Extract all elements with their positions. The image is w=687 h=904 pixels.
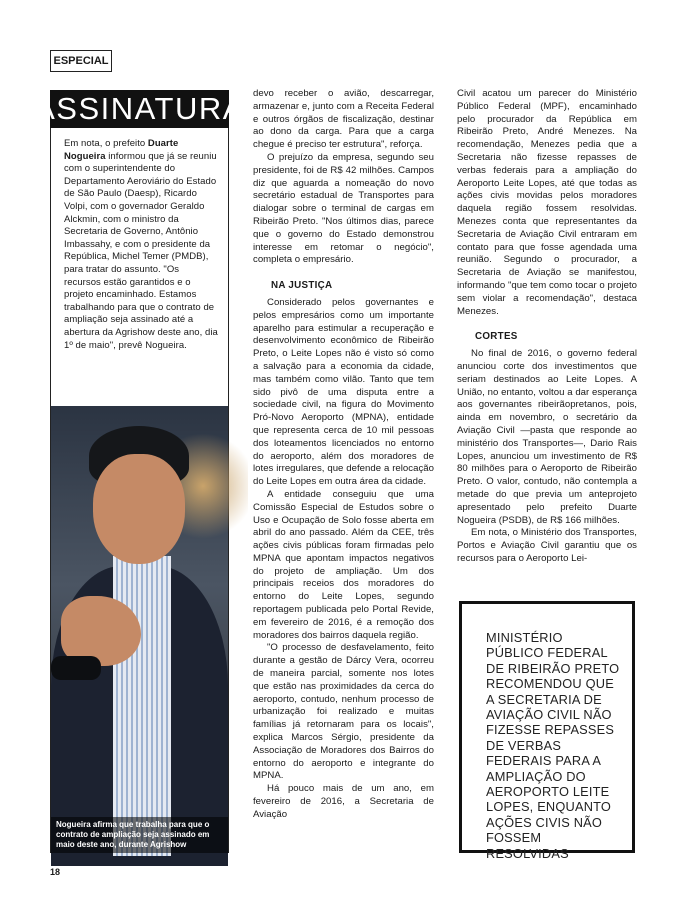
paragraph: Há pouco mais de um ano, em fevereiro de 2016, a Secretaria de Aviação: [253, 783, 434, 820]
subheading-cortes: CORTES: [475, 331, 518, 343]
photo-caption: Nogueira afirma que trabalha para que o contrato de ampliação seja assinado em maio deste ano, durante Agrishow: [51, 817, 228, 853]
pull-quote: MINISTÉRIO PÚBLICO FEDERAL DE RIBEIRÃO PRETO RECOMENDOU QUE A SECRETARIA DE AVIAÇÃO CIVIL NÃO FIZESSE REPASSES DE VERBAS FEDERAIS PARA A AMPLIAÇÃO DO AEROPORTO LEITE LOPES, ENQUANTO AÇÕES CIVIS NÃO FOSSEM RESOLVIDAS: [459, 601, 635, 853]
page-number: 18: [50, 867, 61, 877]
sidebar-box: [34, 90, 245, 853]
sidebar-text-intro: Em nota, o prefeito: [64, 138, 148, 149]
paragraph: No final de 2016, o governo federal anunciou corte dos investimentos que seriam destinados ao Leite Lopes. A União, no entanto, voltou a dar esperança aos governantes ribeirãopretanos, pois, ainda em novembro, o secretário da Aviação Civil —pasta que responde ao ministério dos Transportes—, Dario Rais Lopes, anunciou um investimento de R$ 80 milhões para o Aeroporto de Ribeirão Preto. O valor, contudo, não contempla a metade do que previa um anteprojeto apresentado pelo prefeito Duarte Nogueira (PSDB), de R$ 166 milhões.: [457, 348, 637, 526]
photo-face: [93, 454, 185, 564]
sidebar-text-body: informou que já se reuniu com o superintendente do Departamento Aeroviário do Estado de São Paulo (Daesp), Ricardo Volpi, com o governador Geraldo Alckmin, com o ministro da Secretaria de Governo, Antônio Imbassahy, e com o presidente da República, Michel Temer (PMDB), para tratar do assunto. "Os recursos estão garantidos e o projeto encaminhado. Estamos trabalhando para que o contrato de ampliação seja assinado até a abertura da Agrishow deste ano, dia 1º de maio", prevê Nogueira.: [64, 150, 218, 351]
article-column-2: [253, 88, 434, 822]
paragraph: Considerado pelos governantes e pelos empresários como um importante aparelho para estimular a recuperação e desenvolvimento econômico de Ribeirão Preto, o Leite Lopes não é visto só como a salvação para a economia da cidade, mas também como vilão. Tanto que tem sido pivô de uma disputa entre a sociedade civil, na figura do Movimento Pró-Novo Aeroporto (MPNA), entidade que representa cerca de 10 mil pessoas dos loteamentos licenciados no entorno do aeroporto, além dos moradores de lotes irregulares, que defende a relocação do Leite Lopes em outra área da cidade.: [253, 296, 434, 488]
article-column-3: [457, 88, 637, 566]
section-tag: ESPECIAL: [50, 50, 112, 72]
portrait-photo: [51, 406, 228, 853]
paragraph: devo receber o avião, descarregar, armazenar e, junto com a Receita Federal e outros órgãos de fiscalização, destinar ao dono da carga. Para que a carga chegue é preciso ter estrutura", reforça.: [253, 88, 434, 151]
photo-shirt: [113, 556, 171, 856]
sidebar-title: ASSINATURA: [34, 91, 245, 126]
paragraph: Civil acatou um parecer do Ministério Público Federal (MPF), encaminhado pelo procurador da República em Ribeirão Preto, André Menezes. Na recomendação, Menezes pedia que a Secretaria não fizesse repasses de verbas federais para a ampliação do Aeroporto Leite Lopes, até que todas as ações civis movidas pelos moradores daquela região fossem resolvidas. Menezes conta que representantes da Secretaria de Aviação Civil entraram em contato para que fosse agendada uma reunião. Segundo o procurador, a Secretaria de Aviação se manifestou, informando "que tem como tocar o projeto sem violar a recomendação", destaca Menezes.: [457, 88, 637, 317]
sidebar-text-name: Duarte Nogueira: [64, 138, 179, 162]
paragraph: A entidade conseguiu que uma Comissão Especial de Estudos sobre o Uso e Ocupação de Solo fosse aberta em abril do ano passado. Além da CEE, três ações civis públicas foram firmadas pelo MPNA que apontam impactos negativos do projeto de ampliação. Um dos principais receios dos moradores do entorno do Leite Lopes, segundo reportagem publicada pelo Portal Revide, em fevereiro de 2016, é a remoção dos moradores dos bairros daquela região.: [253, 488, 434, 641]
paragraph: O prejuízo da empresa, segundo seu presidente, foi de R$ 42 milhões. Campos diz que aguarda a nomeação do novo secretário estadual de Transportes para dialogar sobre o terminal de cargas em Ribeirão Preto. "Nos últimos dias, parece que o governo do Estado demonstrou interesse em retomar o negócio", completa o empresário.: [253, 151, 434, 266]
microphone-icon: [51, 656, 101, 680]
paragraph: "O processo de desfavelamento, feito durante a gestão de Dárcy Vera, ocorreu de maneira parcial, somente nos lotes que estão nas proximidades da cerca do aeroporto, contudo, nenhum processo de urbanização foi realizado e muitas famílias já retornaram para os locais", explica Marcos Sérgio, presidente da Associação de Moradores dos Bairros do entorno do aeroporto e integrante do MPNA.: [253, 642, 434, 782]
sidebar-text: [51, 128, 228, 352]
paragraph: Em nota, o Ministério dos Transportes, Portos e Aviação Civil garantiu que os recursos para o Aeroporto Lei-: [457, 527, 637, 564]
subheading-na-justica: NA JUSTIÇA: [271, 280, 333, 292]
